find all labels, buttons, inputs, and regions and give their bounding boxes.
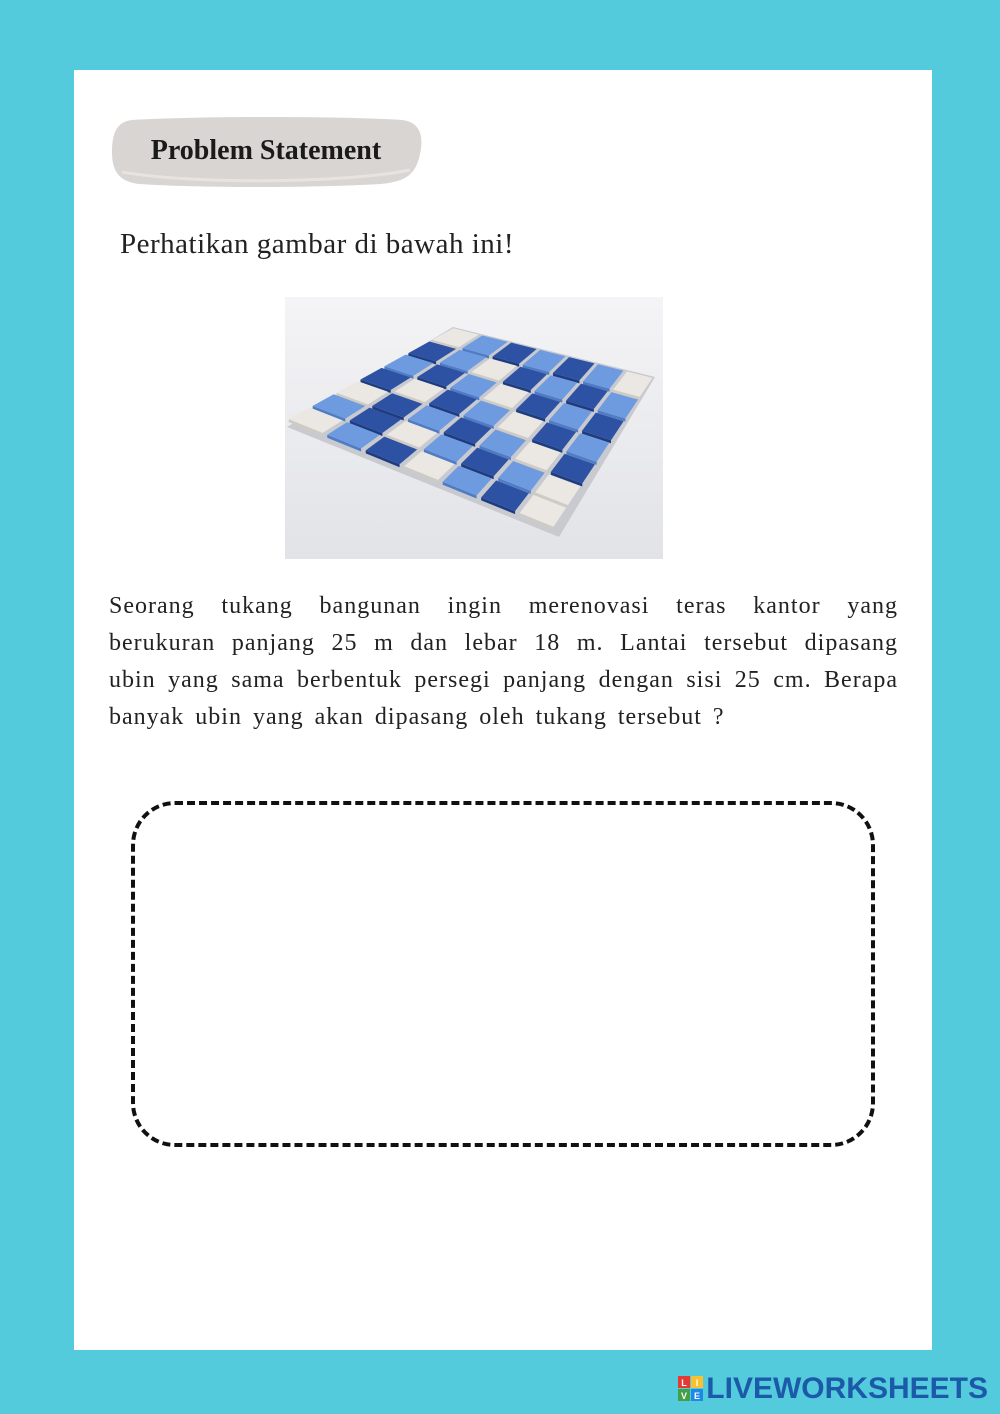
liveworksheets-logo-icon (678, 1376, 704, 1402)
tile-mosaic-image (285, 297, 663, 559)
problem-statement-badge (110, 114, 422, 188)
instruction-text: Perhatikan gambar di bawah ini! (120, 228, 514, 260)
brand-name: LIVEWORKSHEETS (706, 1372, 988, 1405)
logo-letter-i: I (696, 1378, 699, 1388)
answer-box[interactable] (131, 801, 875, 1147)
badge-title: Problem Statement (150, 135, 382, 166)
logo-letter-e: E (694, 1391, 701, 1401)
logo-letter-v: V (681, 1391, 688, 1401)
footer-brand (678, 1372, 988, 1406)
worksheet-page (74, 70, 932, 1350)
logo-letter-l: L (681, 1378, 688, 1388)
problem-text: Seorang tukang bangunan ingin merenovasi teras kantor yang berukuran panjang 25 m dan lebar 18 m. Lantai tersebut dipasang ubin yang sama berbentuk persegi panjang dengan sisi 25 cm. Berapa banyak ubin yang akan dipasang oleh tukang tersebut ? (109, 593, 898, 730)
tile-mosaic-photo (285, 297, 663, 559)
